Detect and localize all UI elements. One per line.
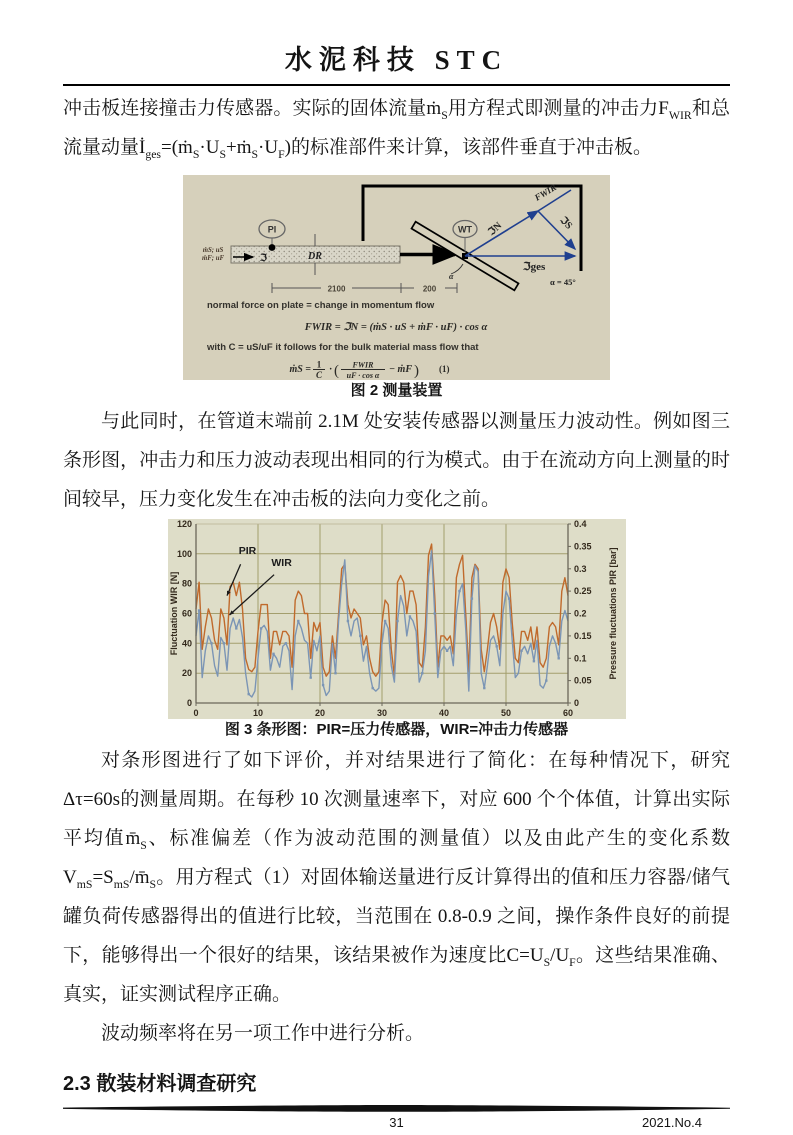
fluid-flow-label: ṁF; uF xyxy=(201,255,225,262)
left-axis-title: Fluctuation WIR [N] xyxy=(168,571,179,656)
alpha-value-label: α = 45° xyxy=(550,277,576,287)
annotation-PIR: PIR xyxy=(238,544,256,557)
with-c-line: with C = uS/uF it follows for the bulk material mass flow that xyxy=(207,342,479,353)
svg-text:0.15: 0.15 xyxy=(573,630,592,641)
svg-text:0.4: 0.4 xyxy=(573,519,587,529)
header-rule xyxy=(63,84,730,86)
svg-text:30: 30 xyxy=(376,708,387,718)
wt-sensor-label: WT xyxy=(458,224,472,235)
svg-text:0.25: 0.25 xyxy=(573,586,592,597)
figure3-chart-svg xyxy=(168,519,626,719)
normal-force-line: normal force on plate = change in momentum flow xyxy=(207,300,435,311)
right-axis-title: Pressure fluctuations PIR [bar] xyxy=(607,547,618,680)
solids-flow-label: ṁS; uS xyxy=(202,247,224,254)
paragraph-3: 对条形图进行了如下评价，并对结果进行了简化：在每种情况下，研究Δτ=60s的测量周期。在每秒 10 次测量速率下，对应 600 个个体值，计算出实际平均值$m̄_S$、标准偏差（作为波动范围的测量值）以及由此产生的变化系数$V_{mS}=S_{mS}/m̄_S$。用方程式（1）对固体输送量进行反计算得出的值和压力容器/储气罐负荷传感器得出的值进行比较，当范围在 0.8-0.9 之间，操作条件良好的前提下，能够得出一个很好的结果，该结果被作为速度比$C=U_S/U_F$。这些结果准确、真实，证实测试程序正确。 xyxy=(63,750,730,1005)
paragraph-2: 与此同时，在管道末端前 2.1M 处安装传感器以测量压力波动性。例如图三条形图，冲击力和压力波动表现出相同的行为模式。由于在流动方向上测量的时间较早，压力变化发生在冲击板的法向力变化之前。 xyxy=(63,411,730,510)
svg-text:120: 120 xyxy=(176,519,192,529)
svg-text:): ) xyxy=(414,363,419,379)
page-number: 31 xyxy=(389,1115,404,1130)
dimension-2100: 2100 xyxy=(327,284,346,294)
svg-text:(: ( xyxy=(334,363,339,379)
svg-text:(1): (1) xyxy=(439,364,450,374)
svg-text:FWIR: FWIR xyxy=(352,360,374,370)
footer-rule xyxy=(63,1105,730,1112)
svg-text:20: 20 xyxy=(314,708,325,718)
fwir-vector-label: FWIR xyxy=(532,182,559,203)
section-heading: 2.3 散装材料调查研究 xyxy=(63,1073,257,1095)
journal-title: 水泥科技 STC xyxy=(284,45,509,75)
normal-momentum-label: ℑN xyxy=(486,220,505,239)
dimension-200: 200 xyxy=(422,284,437,294)
svg-text:10: 10 xyxy=(252,708,263,718)
figure2-measurement-device xyxy=(183,175,610,380)
figure3-caption: 图 3 条形图：PIR=压力传感器，WIR=冲击力传感器 xyxy=(224,721,569,738)
paragraph-1: 冲击板连接撞击力传感器。实际的固体流量ṁ$_S$用方程式即测量的冲击力$F_{WIR}$和总流量动量$İ_{ges}=(ṁ_S\cdot U_S+ṁ_S\cdot U_F)$的标准部件来计算，该部件垂直于冲击板。 xyxy=(63,98,730,161)
paragraph-4: 波动频率将在另一项工作中进行分析。 xyxy=(101,1023,425,1044)
svg-text:0: 0 xyxy=(186,698,192,708)
svg-text:0: 0 xyxy=(192,708,199,718)
svg-text:0: 0 xyxy=(573,698,579,708)
alpha-angle-label: α xyxy=(449,272,454,281)
momentum-symbol: ℑ xyxy=(260,253,267,264)
svg-text:50: 50 xyxy=(500,708,511,718)
svg-text:0.3: 0.3 xyxy=(573,563,587,574)
figure2-diagram xyxy=(183,175,610,380)
figure2-caption: 图 2 测量装置 xyxy=(350,382,443,399)
svg-text:60: 60 xyxy=(181,608,192,619)
pi-sensor-label: PI xyxy=(267,224,277,235)
svg-text:·: · xyxy=(329,364,333,375)
svg-text:80: 80 xyxy=(181,578,192,589)
svg-text:60: 60 xyxy=(562,708,573,718)
svg-text:1: 1 xyxy=(316,359,322,370)
svg-text:uF · cos α: uF · cos α xyxy=(346,371,380,380)
svg-text:− ṁF: − ṁF xyxy=(389,364,413,375)
svg-text:0.2: 0.2 xyxy=(573,608,587,619)
issue-number: 2021.No.4 xyxy=(642,1115,702,1130)
svg-text:100: 100 xyxy=(176,548,192,559)
svg-text:0.35: 0.35 xyxy=(573,541,592,552)
annotation-WIR: WIR xyxy=(270,556,292,569)
svg-text:40: 40 xyxy=(181,638,192,649)
svg-text:ṁS =: ṁS = xyxy=(289,364,311,375)
svg-text:0.1: 0.1 xyxy=(573,653,587,664)
mass-flow-formula xyxy=(289,360,449,381)
svg-text:C: C xyxy=(315,370,323,380)
fwir-formula: FWIR = ℑN = (ṁS · uS + ṁF · uF) · cos α xyxy=(304,322,488,333)
solids-momentum-label: ℑS xyxy=(557,214,575,232)
svg-text:0.05: 0.05 xyxy=(573,675,592,686)
total-momentum-label: ℑges xyxy=(523,261,546,273)
figure3-fluctuation-chart xyxy=(168,519,626,719)
footer xyxy=(63,1115,730,1135)
svg-text:40: 40 xyxy=(438,708,449,718)
pipe-diameter-label: DR xyxy=(308,251,322,262)
svg-text:20: 20 xyxy=(181,668,192,679)
